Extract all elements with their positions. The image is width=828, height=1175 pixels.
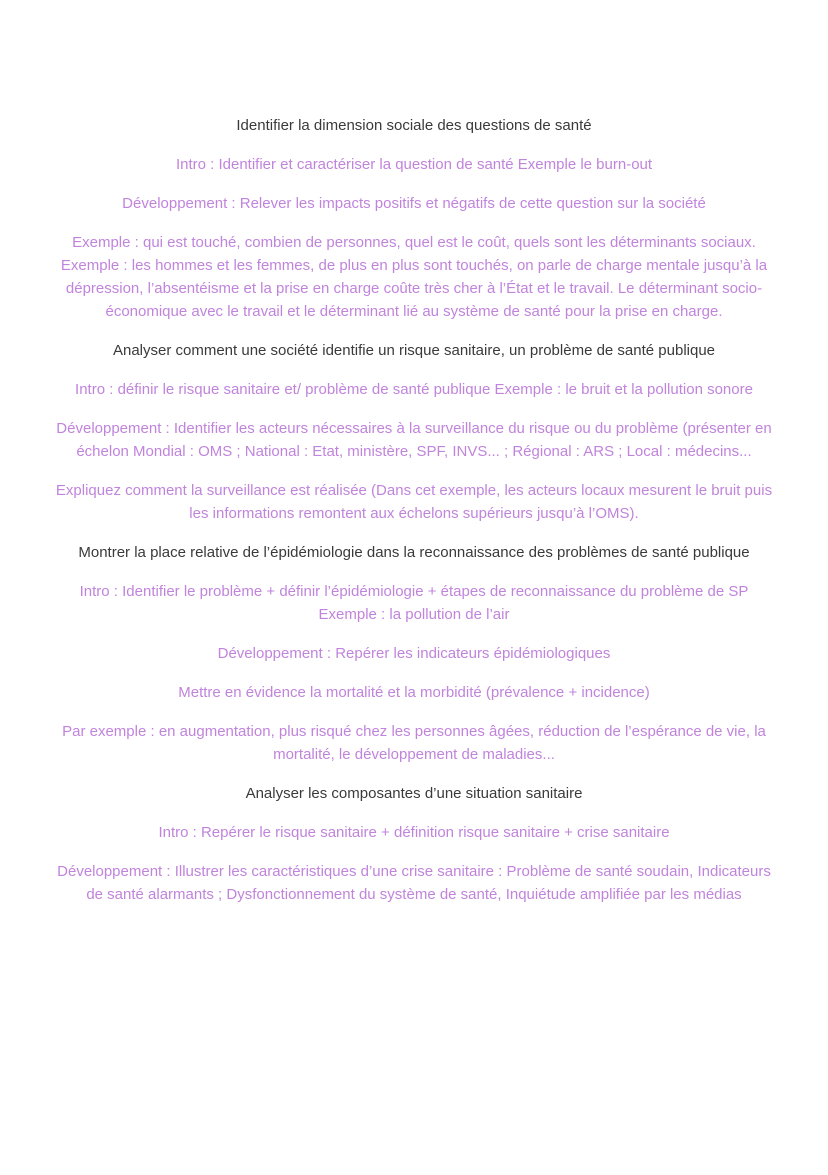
intro-paragraph: Intro : Identifier le problème + définir l’épidémiologie + étapes de reconnaissance du problème de SP Exemple : la pollution de l’air bbox=[79, 583, 749, 623]
section-heading: Montrer la place relative de l’épidémiologie dans la reconnaissance des problèmes de santé publique bbox=[78, 544, 750, 561]
development-paragraph: Développement : Repérer les indicateurs épidémiologiques bbox=[217, 645, 611, 662]
example-paragraph: Par exemple : en augmentation, plus risqué chez les personnes âgées, réduction de l’espérance de vie, la mortalité, le développement de maladies... bbox=[62, 723, 766, 763]
example-paragraph: Exemple : qui est touché, combien de personnes, quel est le coût, quels sont les déterminants sociaux. Exemple : les hommes et les femmes, de plus en plus sont touchés, on parle de charge mentale jusqu’à la dépression, l’absentéisme et la prise en charge coûte très cher à l’État et le travail. Le déterminant socio-économique avec le travail et le déterminant lié au système de santé pour la prise en charge. bbox=[60, 234, 768, 320]
section-health-situation bbox=[52, 782, 776, 906]
section-heading: Analyser comment une société identifie un risque sanitaire, un problème de santé publique bbox=[112, 342, 716, 359]
development-paragraph: Développement : Illustrer les caractéristiques d’une crise sanitaire : Problème de santé soudain, Indicateurs de santé alarmants ; Dysfonctionnement du système de santé, Inquiétude amplifiée par les médias bbox=[57, 863, 771, 903]
highlight-paragraph: Mettre en évidence la mortalité et la morbidité (prévalence + incidence) bbox=[178, 684, 650, 701]
intro-paragraph: Intro : Identifier et caractériser la question de santé Exemple le burn-out bbox=[175, 156, 653, 173]
intro-paragraph: Intro : définir le risque sanitaire et/ problème de santé publique Exemple : le bruit et la pollution sonore bbox=[75, 381, 753, 398]
development-paragraph: Développement : Identifier les acteurs nécessaires à la surveillance du risque ou du problème (présenter en échelon Mondial : OMS ; National : Etat, ministère, SPF, INVS... ; Régional : ARS ; Local : médecins... bbox=[56, 420, 772, 460]
section-epidemiology bbox=[52, 541, 776, 766]
intro-paragraph: Intro : Repérer le risque sanitaire + définition risque sanitaire + crise sanitaire bbox=[158, 824, 670, 841]
explanation-paragraph: Expliquez comment la surveillance est réalisée (Dans cet exemple, les acteurs locaux mesurent le bruit puis les informations remontent aux échelons supérieurs jusqu’à l’OMS). bbox=[55, 482, 773, 522]
section-heading: Identifier la dimension sociale des questions de santé bbox=[236, 117, 592, 134]
section-sanitary-risk bbox=[52, 339, 776, 525]
section-social-dimension bbox=[52, 114, 776, 323]
section-heading: Analyser les composantes d’une situation sanitaire bbox=[245, 785, 583, 802]
development-paragraph: Développement : Relever les impacts positifs et négatifs de cette question sur la société bbox=[122, 195, 706, 212]
